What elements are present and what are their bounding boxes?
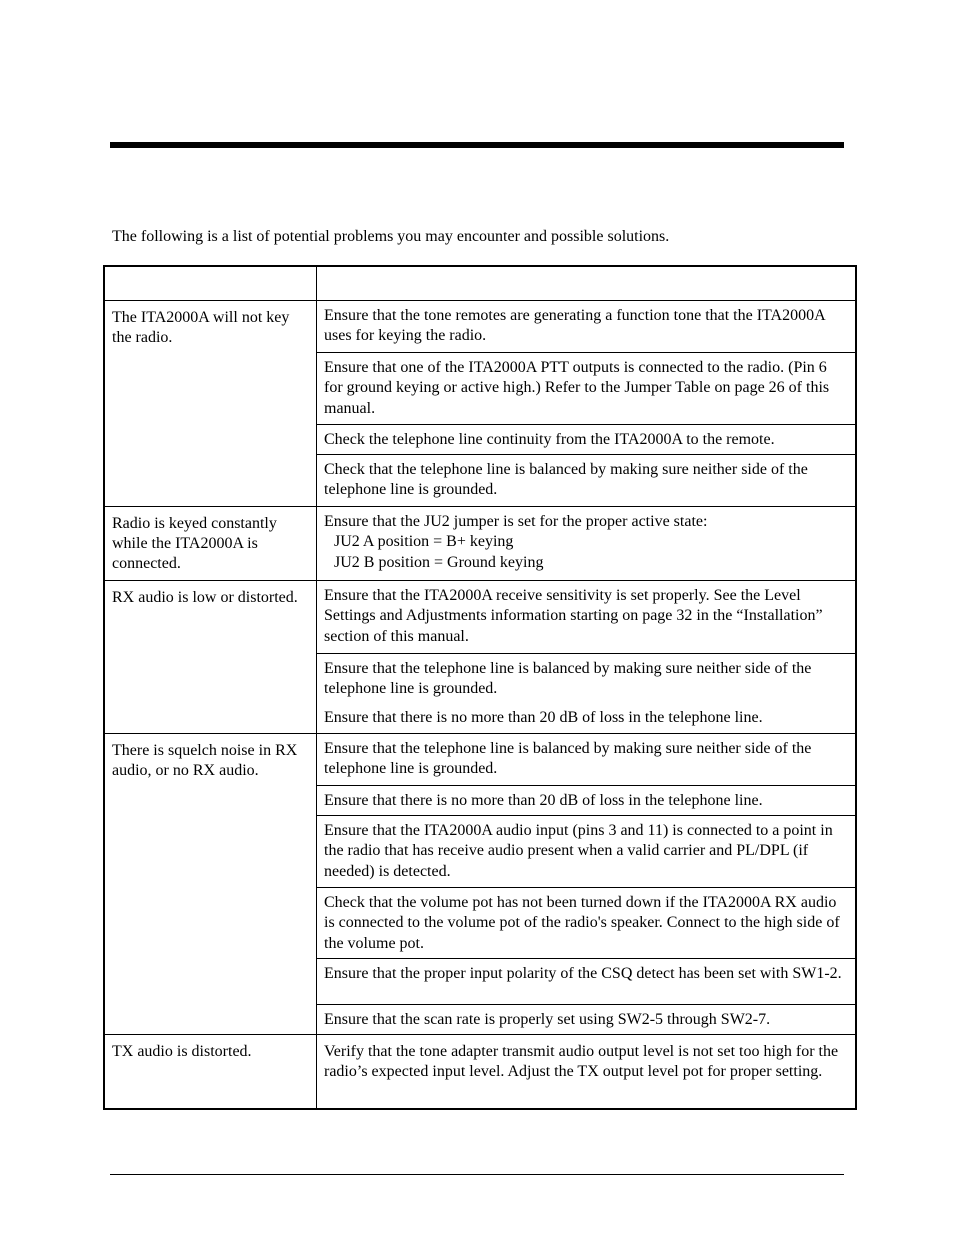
- footer-rule: [110, 1174, 844, 1175]
- solution-cell: Ensure that the scan rate is properly set using SW2-5 through SW2-7.: [317, 1004, 855, 1034]
- solution-cell: Ensure that the tone remotes are generating a function tone that the ITA2000A uses for keying the radio.: [324, 307, 825, 345]
- table-row: [105, 506, 855, 580]
- solution-cell: Ensure that the telephone line is balanced by making sure neither side of the telephone line is grounded.: [324, 740, 812, 778]
- solution-cell: Ensure that there is no more than 20 dB of loss in the telephone line.: [317, 785, 855, 815]
- problem-cell: RX audio is low or distorted.: [105, 581, 317, 733]
- solution-cell: Ensure that the telephone line is balanced by making sure neither side of the telephone line is grounded.: [317, 653, 855, 703]
- section-top-rule: [110, 142, 844, 148]
- solution-cell: Ensure that the proper input polarity of the CSQ detect has been set with SW1-2.: [317, 958, 855, 1004]
- header-problem-cell: [105, 267, 317, 300]
- table-row: [105, 733, 855, 1034]
- problem-cell: TX audio is distorted.: [105, 1035, 317, 1109]
- solution-cell: Ensure that the ITA2000A audio input (pins 3 and 11) is connected to a point in the radio that has receive audio present when a valid carrier and PL/DPL (if needed) is detected.: [317, 815, 855, 887]
- solution-cell: Check that the telephone line is balanced by making sure neither side of the telephone line is grounded.: [317, 454, 855, 506]
- solution-cell: Ensure that there is no more than 20 dB of loss in the telephone line.: [324, 709, 763, 726]
- solution-cell: Verify that the tone adapter transmit audio output level is not set too high for the radio’s expected input level. Adjust the TX output level pot for proper setting.: [324, 1043, 839, 1081]
- solution-cell: Check the telephone line continuity from the ITA2000A to the remote.: [317, 424, 855, 454]
- problem-cell: Radio is keyed constantly while the ITA2000A is connected.: [105, 507, 317, 580]
- table-row: [105, 580, 855, 733]
- jumper-option-b: JU2 B position = Ground keying: [334, 553, 544, 571]
- solution-cell: Check that the volume pot has not been turned down if the ITA2000A RX audio is connected to the volume pot of the radio's speaker. Connect to the high side of the volume pot.: [317, 887, 855, 958]
- problem-cell: There is squelch noise in RX audio, or no RX audio.: [105, 734, 317, 1034]
- table-header-row: [105, 267, 855, 301]
- header-solution-cell: [317, 267, 855, 300]
- solution-text: Ensure that the JU2 jumper is set for the proper active state:: [324, 513, 708, 530]
- jumper-option-a: JU2 A position = B+ keying: [334, 533, 514, 551]
- intro-paragraph: The following is a list of potential problems you may encounter and possible solutions.: [112, 228, 670, 245]
- solution-cell: Ensure that one of the ITA2000A PTT outputs is connected to the radio. (Pin 6 for ground keying or active high.) Refer to the Jumper Table on page 26 of this manual.: [317, 352, 855, 424]
- table-row: [105, 301, 855, 506]
- problem-cell: The ITA2000A will not key the radio.: [105, 301, 317, 506]
- troubleshooting-table: [103, 265, 857, 1110]
- solution-cell: Ensure that the ITA2000A receive sensitivity is set properly. See the Level Settings and Adjustments information starting on page 32 in the “Installation” section of this manual.: [324, 587, 823, 645]
- solution-cell: [317, 507, 855, 580]
- table-row: [105, 1034, 855, 1108]
